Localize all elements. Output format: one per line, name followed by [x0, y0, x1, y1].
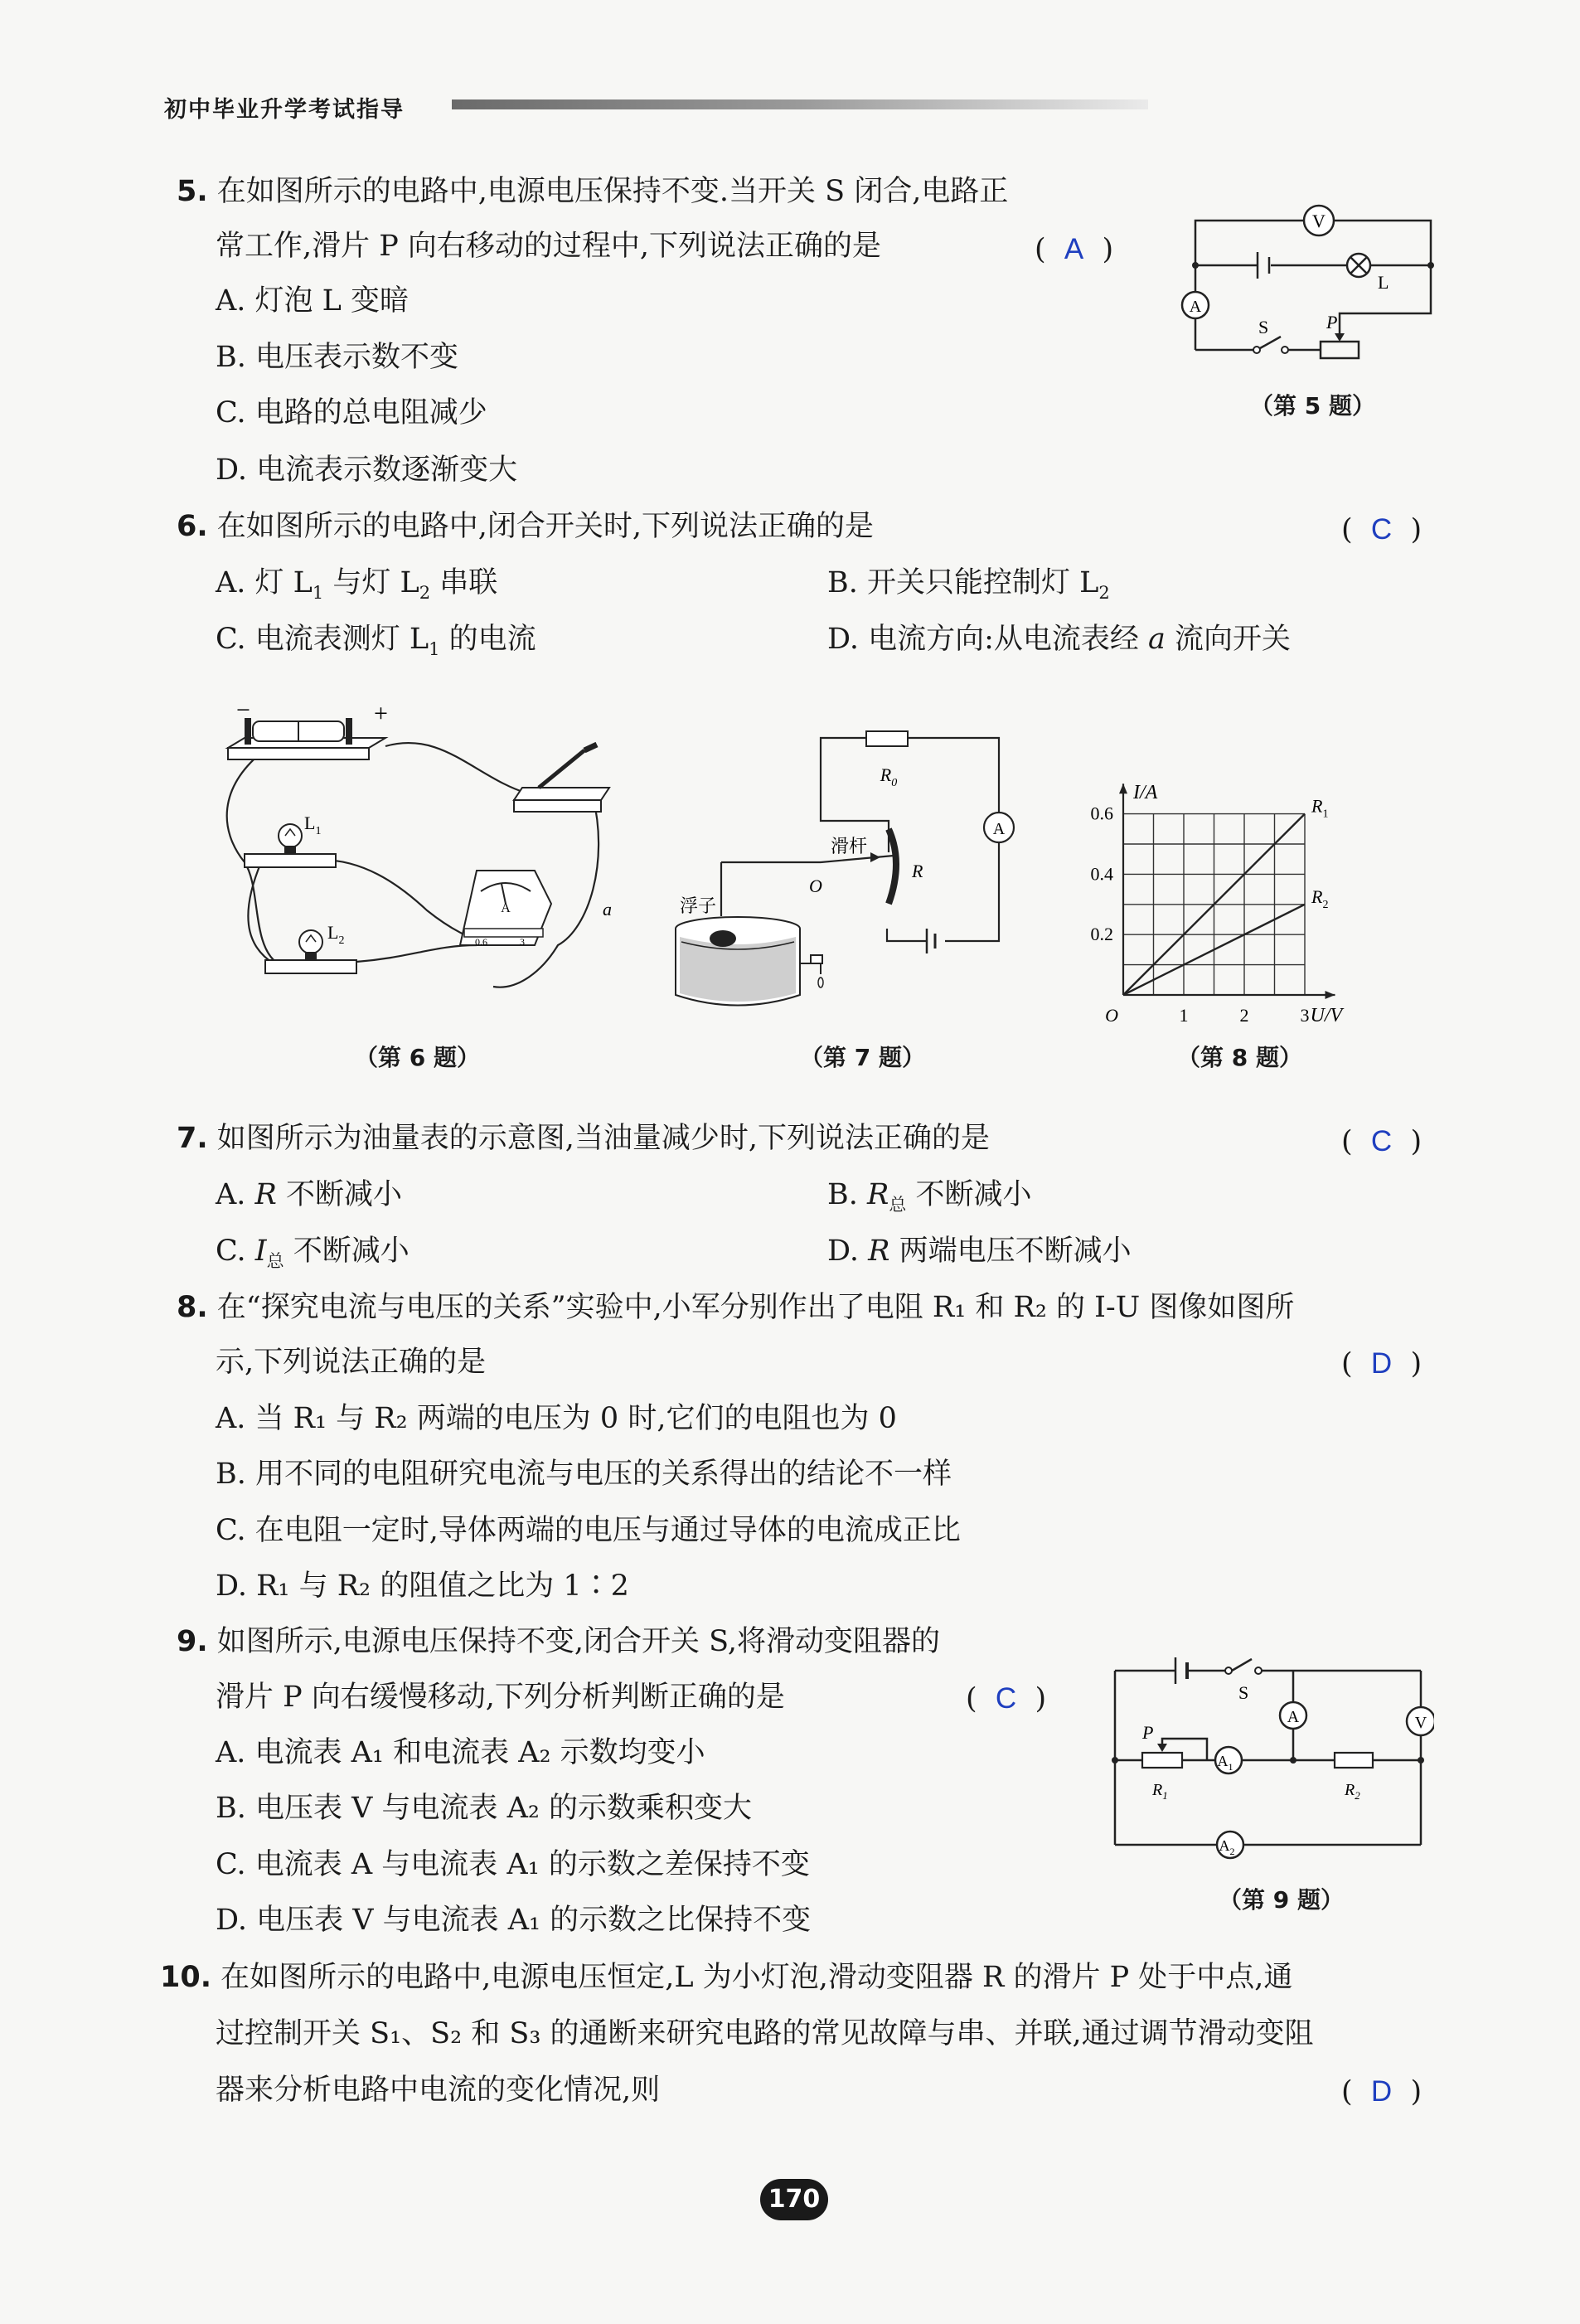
q10-answer-letter: D: [1370, 2075, 1393, 2108]
q8-option-c: C. 在电阻一定时,导体两端的电压与通过导体的电流成正比: [216, 1514, 961, 1547]
q7-r0-resistor: [866, 731, 908, 746]
q7-option-d: D. R 两端电压不断减小: [827, 1235, 1132, 1268]
q6-circuit-figure: [211, 696, 642, 1012]
q7-caption: （第 7 题）: [800, 1044, 925, 1071]
q6-line1: [177, 509, 874, 544]
q5-answer-letter: A: [1064, 233, 1084, 265]
q7-option-c: C. $I_总$ 不断减小: [216, 1235, 410, 1271]
q9-r1-label: $R_1$: [1152, 1781, 1168, 1802]
q5-option-c: C. 电路的总电阻减少: [216, 396, 487, 429]
q5-option-b: B. 电压表示数不变: [216, 341, 458, 374]
q10-answer: ( D ): [1341, 2075, 1422, 2108]
q10-number: 10.: [160, 1961, 212, 1994]
q5-node-right: [1427, 262, 1434, 269]
q8-answer: ( D ): [1341, 1347, 1422, 1380]
q7-arc-resistor: [889, 829, 896, 904]
q6-lamp1-base: [245, 854, 336, 867]
q5-slider-arrow: [1335, 333, 1345, 342]
q6-option-a: A. 灯 $L_1$ 与灯 $L_2$ 串联: [216, 566, 498, 603]
q5-line1: [177, 174, 1008, 209]
q7-float-icon: [710, 930, 736, 947]
q9-stem-1: 如图所示,电源电压保持不变,闭合开关 S,将滑动变阻器的: [216, 1625, 941, 1658]
q6-option-b: B. 开关只能控制灯 $L_2$: [827, 566, 1110, 603]
q6-lamp2-base: [265, 960, 356, 973]
x-tick-label: 3: [1300, 1005, 1310, 1024]
series-label-1: $R_1$: [1311, 795, 1329, 821]
x-axis-label: U/V: [1310, 1005, 1343, 1024]
q9-answer: ( C ): [966, 1682, 1047, 1715]
q9-option-a: A. 电流表 A₁ 和电流表 A₂ 示数均变小: [216, 1736, 705, 1769]
q5-option-d: D. 电流表示数逐渐变大: [216, 454, 518, 487]
q9-r2-resistor: [1335, 1753, 1373, 1768]
header-rule: [452, 99, 1148, 109]
y-tick-label: 0.6: [1090, 803, 1113, 824]
y-tick-label: 0.4: [1090, 863, 1113, 885]
q7-float-label: 浮子: [680, 895, 717, 916]
q6-switch-icon: [514, 788, 609, 800]
q7-answer: ( C ): [1341, 1125, 1422, 1158]
q9-circuit-figure: [1103, 1646, 1434, 1870]
q8-option-a: A. 当 R₁ 与 R₂ 两端的电压为 0 时,它们的电阻也为 0: [216, 1402, 897, 1435]
q5-number: 5.: [177, 175, 208, 208]
q7-r-label: R: [912, 861, 923, 881]
q8-line1: [177, 1290, 1294, 1325]
q7-number: 7.: [177, 1122, 208, 1155]
q8-number: 8.: [177, 1291, 208, 1324]
q6-stem-1: 在如图所示的电路中,闭合开关时,下列说法正确的是: [216, 510, 875, 543]
q9-r2-label: $R_2$: [1345, 1781, 1360, 1802]
q5-ammeter-label: A: [1189, 298, 1202, 316]
origin-label: O: [1105, 1005, 1118, 1024]
q5-caption: （第 5 题）: [1250, 392, 1375, 420]
q9-ammeter-a2-label: $A_2$: [1219, 1837, 1235, 1857]
q5-switch-label: S: [1258, 317, 1269, 337]
q9-option-c: C. 电流表 A 与电流表 A₁ 的示数之差保持不变: [216, 1848, 810, 1881]
q6-option-c: C. 电流表测灯 $L_1$ 的电流: [216, 623, 536, 659]
q6-caption: （第 6 题）: [355, 1044, 480, 1071]
q7-answer-letter: C: [1370, 1125, 1393, 1157]
q9-number: 9.: [177, 1625, 208, 1658]
q9-ammeter-a1-label: $A_1$: [1217, 1753, 1233, 1773]
q5-node-left: [1192, 262, 1199, 269]
q10-line1: [160, 1960, 1292, 1995]
x-tick-label: 2: [1239, 1005, 1249, 1024]
q6-wire-a-label: a: [603, 899, 612, 919]
q5-stem-1: 在如图所示的电路中,电源电压保持不变.当开关 S 闭合,电路正: [216, 175, 1009, 208]
y-axis-arrow: [1119, 784, 1127, 793]
header-title: 初中毕业升学考试指导: [164, 97, 405, 123]
q7-rod-label: 滑杆: [831, 836, 868, 856]
x-tick-label: 1: [1179, 1005, 1189, 1024]
q9-slider-label: P: [1142, 1722, 1154, 1743]
q7-gauge-figure: [663, 730, 1028, 1028]
q9-option-d: D. 电压表 V 与电流表 A₁ 的示数之比保持不变: [216, 1904, 812, 1937]
q8-stem-2: 示,下列说法正确的是: [216, 1346, 487, 1379]
q6-terminal-06: 0.6: [475, 936, 487, 948]
q9-r1-rheostat: [1142, 1753, 1182, 1768]
page-number: 170: [760, 2179, 828, 2220]
q9-caption: （第 9 题）: [1219, 1886, 1344, 1914]
q8-option-d: D. R₁ 与 R₂ 的阻值之比为 1∶2: [216, 1570, 629, 1603]
q6-answer: ( C ): [1341, 513, 1422, 546]
q9-ammeter-a-label: A: [1287, 1708, 1300, 1726]
q6-terminal-3: 3: [520, 936, 525, 948]
q6-ammeter-label: A: [501, 901, 511, 915]
q7-ammeter-label: A: [992, 820, 1006, 838]
q7-option-a: A. R 不断减小: [216, 1178, 403, 1211]
q10-stem-2: 过控制开关 S₁、S₂ 和 S₃ 的通断来研究电路的常见故障与串、并联,通过调节滑动变阻: [216, 2017, 1314, 2050]
q9-option-b: B. 电压表 V 与电流表 A₂ 的示数乘积变大: [216, 1792, 753, 1825]
q5-voltmeter-label: V: [1312, 211, 1326, 231]
q7-valve-icon: [800, 963, 821, 974]
q7-pivot-label: O: [809, 876, 822, 896]
q8-option-b: B. 用不同的电阻研究电流与电压的关系得出的结论不一样: [216, 1458, 952, 1491]
q8-stem-1: 在“探究电流与电压的关系”实验中,小军分别作出了电阻 R₁ 和 R₂ 的 I-U 图像如图所: [216, 1291, 1295, 1324]
q9-answer-letter: C: [995, 1682, 1017, 1715]
q8-iu-chart: [1078, 742, 1409, 1024]
q9-switch-label: S: [1238, 1682, 1249, 1703]
q6-lamp1-icon: [279, 824, 302, 847]
q9-line1: [177, 1624, 940, 1659]
q9-stem-2: 滑片 P 向右缓慢移动,下列分析判断正确的是: [216, 1681, 785, 1714]
q5-option-a: A. 灯泡 L 变暗: [216, 284, 410, 318]
q5-switch-contact: [1253, 347, 1260, 353]
q9-switch-icon: [1225, 1667, 1232, 1674]
q8-caption: （第 8 题）: [1177, 1044, 1302, 1071]
q10-stem-1: 在如图所示的电路中,电源电压恒定,L 为小灯泡,滑动变阻器 R 的滑片 P 处于中点,通: [221, 1961, 1293, 1994]
q6-lamp2-icon: [299, 930, 322, 953]
q10-stem-3: 器来分析电路中电流的变化情况,则: [216, 2074, 661, 2107]
q6-minus-label: −: [236, 696, 250, 724]
q7-stem-1: 如图所示为油量表的示意图,当油量减少时,下列说法正确的是: [216, 1122, 991, 1155]
q6-lamp1-label: $L_1$: [304, 813, 322, 837]
q7-option-b: B. $R_总$ 不断减小: [827, 1178, 1032, 1215]
q5-circuit-figure: [1161, 191, 1459, 373]
q6-answer-letter: C: [1370, 513, 1393, 546]
q8-answer-letter: D: [1370, 1347, 1393, 1380]
q5-slider-label: P: [1326, 312, 1338, 332]
q6-plus-label: +: [374, 700, 388, 727]
q6-option-d: D. 电流方向:从电流表经 a 流向开关: [827, 623, 1291, 656]
q9-voltmeter-label: V: [1414, 1714, 1427, 1732]
q6-lamp2-label: $L_2$: [327, 922, 345, 947]
q6-number: 6.: [177, 510, 208, 543]
q7-r0-label: $R_0$: [880, 764, 898, 789]
chart-labels: [1091, 782, 1345, 1024]
q5-answer: ( A ): [1035, 233, 1114, 266]
y-tick-label: 0.2: [1090, 924, 1113, 945]
q5-stem-2: 常工作,滑片 P 向右移动的过程中,下列说法正确的是: [216, 230, 882, 263]
y-axis-label: I/A: [1133, 782, 1158, 804]
q7-line1: [177, 1121, 990, 1156]
x-axis-arrow: [1326, 991, 1335, 999]
q5-lamp-label: L: [1378, 272, 1389, 293]
series-label-2: $R_2$: [1311, 885, 1329, 911]
